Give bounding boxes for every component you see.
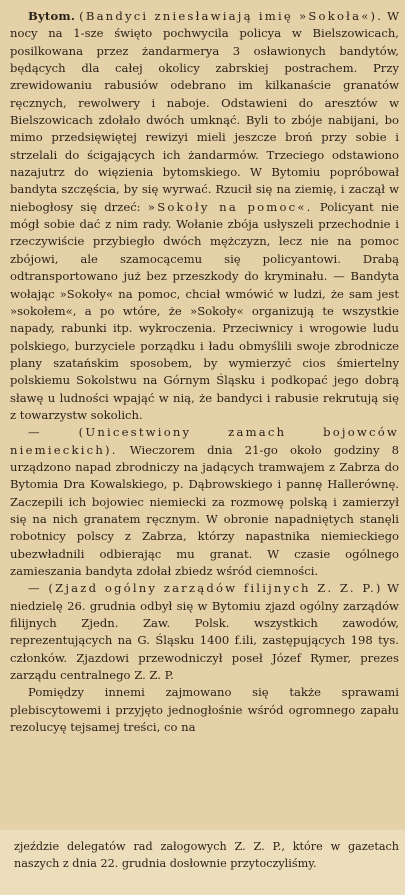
- paragraph-4-text: Pomiędzy innemi zajmowano się także sprawami plebiscytowemi i przyjęto jednogłośnie wśród ogromnego zapału rezolucyę tejsamej treści, co na: [10, 685, 399, 735]
- paragraph-1-text: W nocy na 1-sze święto pochwycila policya w Bielszowicach, posilkowana przez żandarmerya 3 osławionych bandytów, będących dla całej okolicy zabrskiej postrachem. Przy zrewidowaniu rabusiów odebrano im kilkanaście granatów ręcznych, rewolwery i naboje. Odstawieni do aresztów w Bielszowicach zdołało dwóch umknąć. Byli to zbóje nabijani, bo mimo przedsięwiętej rewizyi mieli jeszcze broń przy sobie i strzelali do ścigających ich żandarmów. Trzeciego odstawiono nazajutrz do więzienia bytomskiego. W Bytomiu popróbował bandyta szczęścia, by się wyrwać. Rzucił się na ziemię, i zaczął w niebogłosy się drzeć:: [10, 9, 400, 214]
- paragraph-zjazd: [10, 580, 399, 684]
- shout-text: »Sokoły na pomoc«.: [147, 199, 313, 214]
- section-heading-3: — (Zjazd ogólny zarządów filijnych Z. Z. P.): [28, 581, 383, 596]
- place-name: Bytom.: [28, 9, 76, 23]
- paragraph-3-text: W niedzielę 26. grudnia odbył się w Bytomiu zjazd ogólny zarządów filijnych Zjedn. Zaw. Polsk. wszystkich zawodów, reprezentujących na G. Śląsku 1400 f.ili, zastępujących 198 tys. członków. Zjazdowi przewodniczył poseł Józef Rymer, prezes zarządu centralnego Z. Z. P.: [10, 581, 399, 683]
- paragraph-plebiscyt: [10, 684, 399, 736]
- paragraph-2-text: Wieczorem dnia 21-go około godziny 8 urządzono napad zbrodniczy na jadących tramwajem z Zabrza do Bytomia Dra Kowalskiego, p. Dąbrowskiego i pannę Hallerównę. Zaczepili ich bojowiec niemiecki za rozmowę polską i zamierzył się na nich granatem ręcznym. W obronie napadniętych stanęli robotnicy polscy z Zabrza, którzy napastnika niemieckiego ubezwładnili odbierając mu granat. W czasie ogólnego zamieszania bandyta zdołał zbiedz wśród ciemności.: [10, 442, 399, 578]
- section-heading-1: (Bandyci zniesławiają imię »Sokoła«).: [79, 9, 384, 23]
- section-heading-2: — (Unicestwiony zamach bojowców niemieckich).: [10, 425, 399, 457]
- continuation-text: zjeździe delegatów rad załogowych Z. Z. P., które w gazetach naszych z dnia 22. grudnia dosłownie przytoczyliśmy.: [14, 840, 399, 870]
- paragraph-1-text-continued: Policyant nie mógł sobie dać z nim rady. Wołanie zbója usłyszeli przechodnie i rzeczywiście przybiegło dwóch mężczyzn, lecz nie na pomoc zbójowi, ale szamocącemu się policyantowi. Drabą odtransportowano już bez przeszkody do kryminału. — Bandyta wołając »Sokoły« na pomoc, chciał wmówić w ludzi, że sam jest »sokołem«, a po wtóre, że »Sokoły« organizują te wszystkie napady, rabunki itp. wykroczenia. Przeciwnicy i wrogowie ludu polskiego, burzyciele porządku i ładu obmyślili swoje zbrodnicze plany szatańskim sposobem, by wymierzyć cios śmiertelny polskiemu Sokolstwu na Górnym Śląsku i podkopać jego dobrą sławę u ludności wpająć w nią, że bandyci i rabusie rekrutują się z towarzystw sokolich.: [10, 199, 400, 422]
- paragraph-zamach: [10, 424, 399, 580]
- paragraph-sokol: [10, 8, 399, 424]
- continuation-clip: [0, 830, 405, 895]
